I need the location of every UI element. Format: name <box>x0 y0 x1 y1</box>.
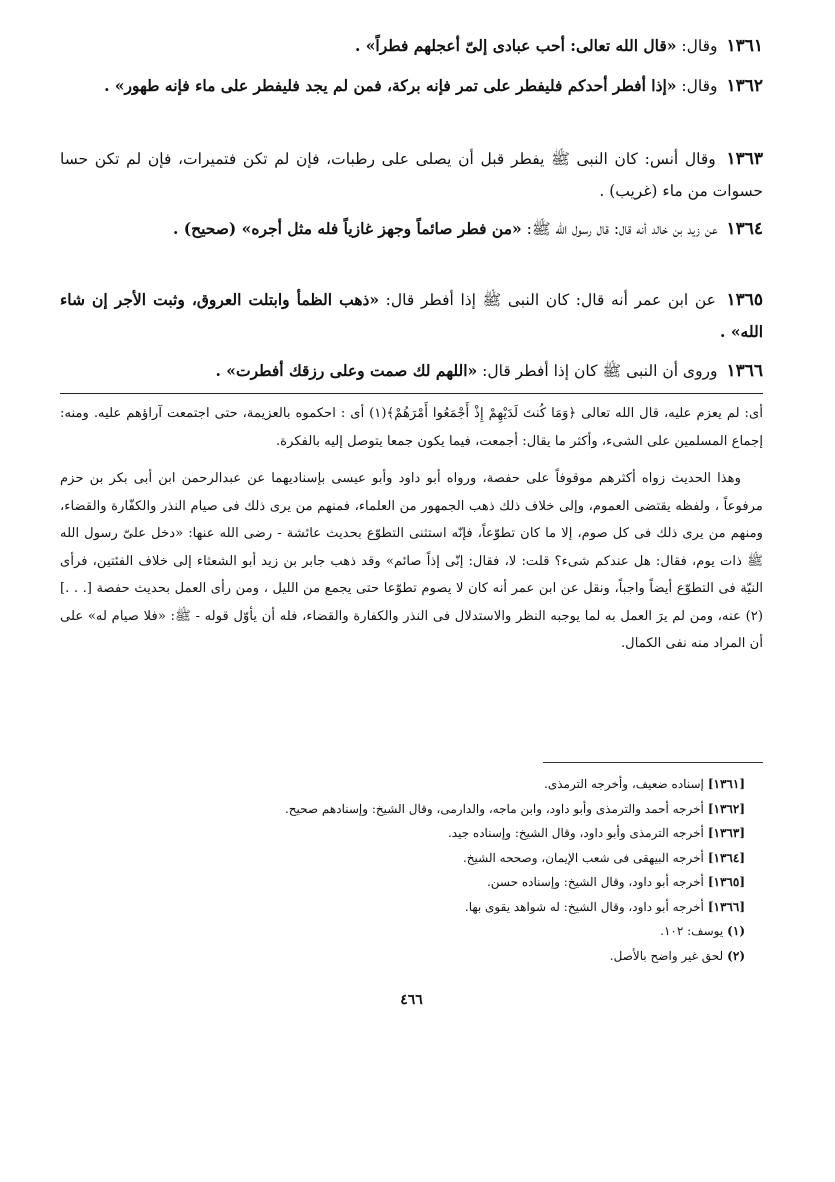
footnote-text: أخرجه الترمذى وأبو داود، وقال الشيخ: وإسناده جيد. <box>447 826 704 840</box>
footnote <box>60 870 745 895</box>
hadith-1364 <box>60 213 763 245</box>
page-number: ٤٦٦ <box>400 992 423 1008</box>
footnote <box>60 846 745 871</box>
hadith-intro: وقال: <box>676 37 718 55</box>
footnote-key: (٢) <box>727 948 745 963</box>
footnote-text: إسناده ضعيف، وأخرجه الترمذى. <box>544 777 704 791</box>
hadith-1365 <box>60 284 763 348</box>
hadith-1361 <box>60 30 763 62</box>
footnote-text: أخرجه أبو داود، وقال الشيخ: له شواهد يقوى بها. <box>464 899 704 914</box>
hadith-1362 <box>60 70 763 102</box>
footnote-text: أخرجه أبو داود، وقال الشيخ: وإسناده حسن. <box>486 875 704 889</box>
footnote <box>60 772 745 797</box>
book-page <box>60 0 763 1182</box>
footnote-key: [١٣٦٣] <box>707 826 745 840</box>
footnote-key: (١) <box>727 924 745 938</box>
hadith-number: ١٣٦٦ <box>726 361 763 381</box>
hadith-intro: عن زيد بن خالد أنه قال: قال رسول الله ﷺ: <box>521 220 718 238</box>
hadith-number: ١٣٦٥ <box>726 290 763 310</box>
footnote <box>60 797 745 822</box>
footnote-key: [١٣٦٦] <box>707 899 745 914</box>
footnote <box>60 944 745 969</box>
commentary-paragraph: أى: لم يعزم عليه، قال الله تعالى ﴿وَمَا كُنتَ لَدَيْهِمْ إِذْ أَجْمَعُوا أَمْرَهُمْ﴾(١) أى : احكموه بالعزيمة، حتى اجتمعت آراؤهم عليه. ومنه: إجماع المسلمين على الشىء، وأكثر ما يقال: أجمعت، فيما يكون جمعا يتوصل إليه بالفكرة. <box>60 406 763 449</box>
hadith-number: ١٣٦١ <box>726 36 763 56</box>
hadith-number: ١٣٦٣ <box>726 149 763 169</box>
footnote <box>60 821 745 846</box>
footnote <box>60 919 745 944</box>
hadith-number: ١٣٦٢ <box>726 76 763 96</box>
hadith-text: «ذهب الظمأ وابتلت العروق، وثبت الأجر إن شاء الله» . <box>60 290 763 341</box>
hadith-number: ١٣٦٤ <box>726 219 763 239</box>
footnote-text: أخرجه البيهقى فى شعب الإيمان، وصححه الشيخ. <box>462 850 704 865</box>
hadith-text: «إذا أفطر أحدكم فليفطر على تمر فإنه بركة، فمن لم يجد فليفطر على ماء فإنه طهور» . <box>104 76 677 95</box>
footnote-key: [١٣٦١] <box>707 777 745 791</box>
hadith-1366 <box>60 355 763 387</box>
footnote-key: [١٣٦٤] <box>707 850 745 865</box>
hadith-text: «من فطر صائماً وجهز غازياً فله مثل أجره» (صحيح) . <box>172 219 522 238</box>
hadith-intro: عن ابن عمر أنه قال: كان النبى ﷺ إذا أفطر قال: <box>379 291 716 309</box>
hadith-1363 <box>60 143 763 207</box>
hadith-intro: وقال أنس: كان النبى ﷺ يفطر قبل أن يصلى على رطبات، فإن لم تكن فتميرات، فإن لم تكن حسا حسوات من ماء (غريب) . <box>60 150 763 200</box>
footnotes-divider <box>543 762 763 763</box>
hadith-intro: وروى أن النبى ﷺ كان إذا أفطر قال: <box>477 362 718 380</box>
section-divider <box>60 393 763 394</box>
footnote-text: أخرجه أحمد والترمذى وأبو داود، وابن ماجه، والدارمى، وقال الشيخ: وإسنادهم صحيح. <box>284 801 704 816</box>
footnote-text: يوسف: ١٠٢. <box>660 924 724 938</box>
footnote <box>60 895 745 920</box>
footnote-text: لحق غير واضح بالأصل. <box>609 948 724 963</box>
hadith-text: «اللهم لك صمت وعلى رزقك أفطرت» . <box>215 361 478 380</box>
hadith-intro: وقال: <box>676 77 718 95</box>
footnotes <box>60 772 745 968</box>
commentary-paragraph: وهذا الحديث زواه أكثرهم موقوفاً على حفصة، ورواه أبو داود وأبو عيسى بإسناديهما عن عبدالرحمن ابن أبى بكر بن حزم مرفوعاً ، ولفظه يقتضى العموم، وإلى خلاف ذلك ذهب الجمهور من العلماء، فمنهم من يرى ذلك فى صيام النذر والكفّارة والقضاء، ومنهم من يرى ذلك فى كل صوم، إلا ما كان تطوّعاً، فإنّه استثنى التطوّع بحديث عائشة - رضى الله عنها: «دخل علىّ رسول الله ﷺ ذات يوم، فقال: هل عندكم شىء؟ قلت: لا، فقال: إنّى إذاً صائم» وقد ذهب جابر بن زيد أبو الشعثاء إلى خلاف الفئتين، فرأى النيّة فى التطوّع أيضاً واجباً، ونقل عن ابن عمر أنه كان لا يصوم تطوّعا حتى يجمع من الليل ، ومن رأى العمل بحديث حفصة [. . .](٢) عنه، ومن لم يرَ العمل به لما يوجبه النظر والاستدلال فى النذر والكفارة والقضاء، فله أن يأوّل قوله - ﷺ: «فلا صيام له» على أن المراد منه نفى الكمال. <box>60 471 763 651</box>
hadith-text: «قال الله تعالى: أحب عبادى إلىّ أعجلهم فطراً» . <box>354 36 677 55</box>
commentary-section <box>60 400 763 658</box>
footnote-key: [١٣٦٥] <box>707 875 745 889</box>
footnote-key: [١٣٦٢] <box>707 801 745 816</box>
